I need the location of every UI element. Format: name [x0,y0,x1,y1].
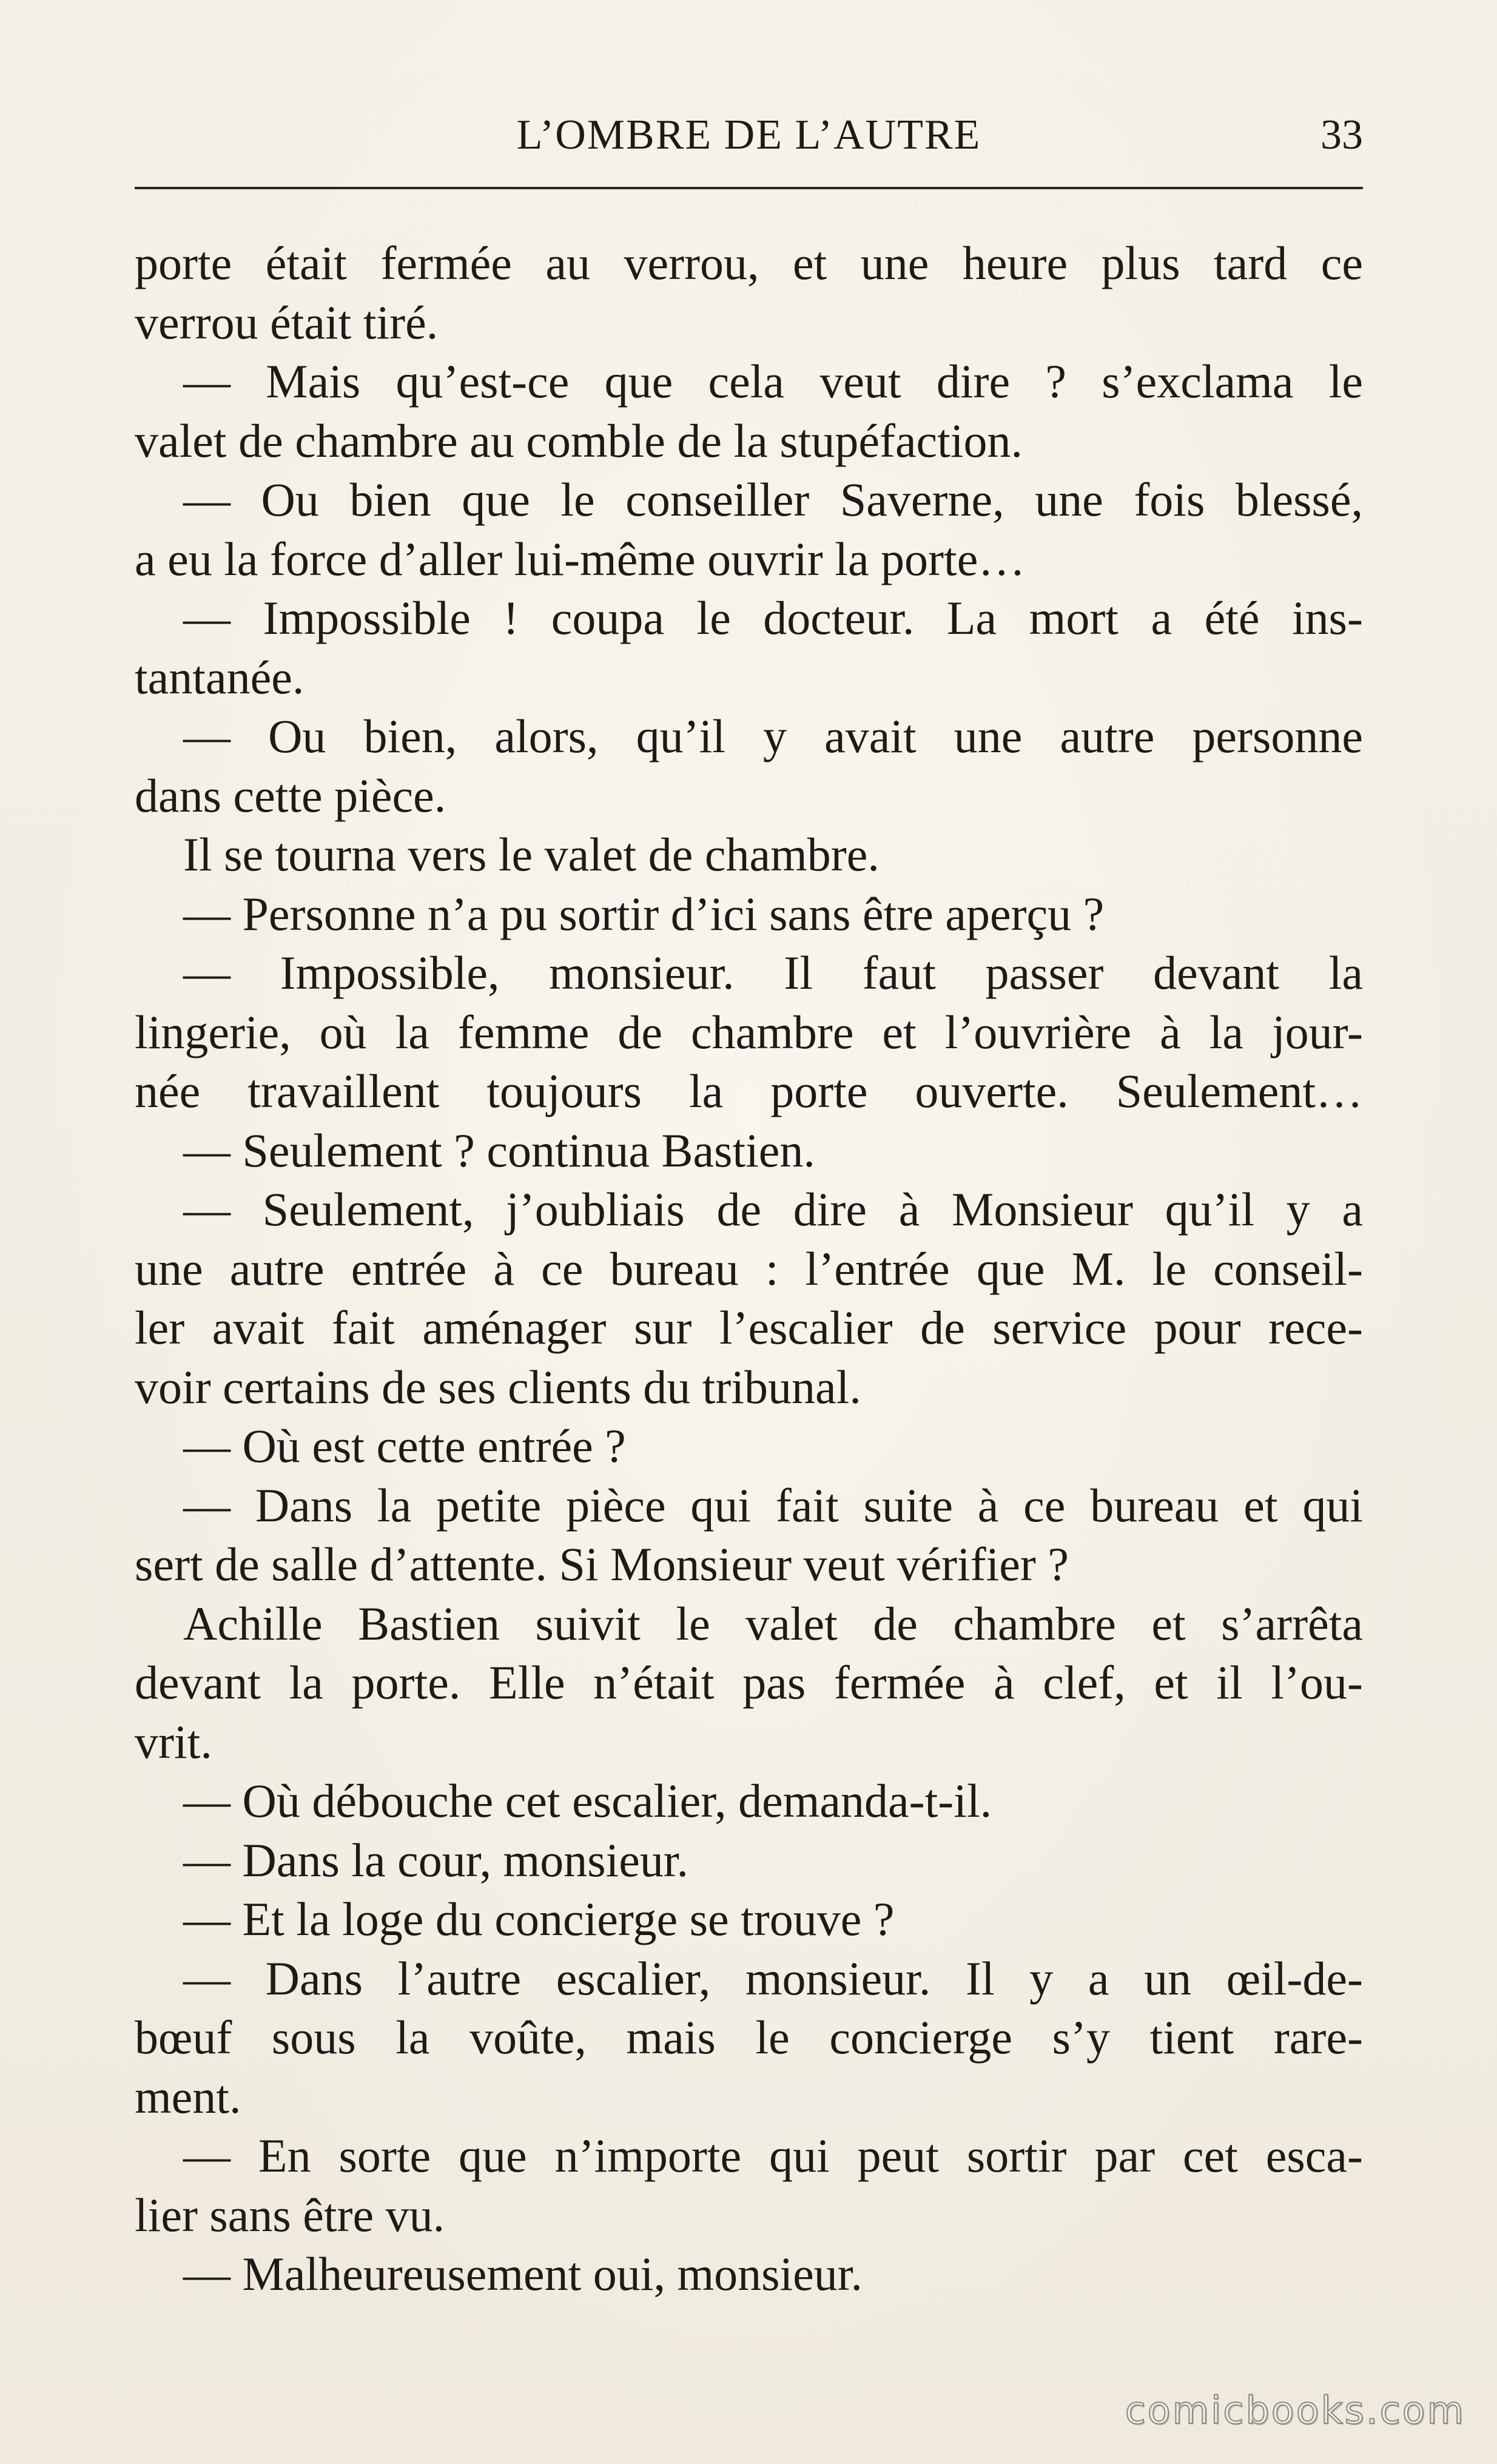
text-line: — Dans la petite pièce qui fait suite à ce bureau et qui [183,1478,1363,1532]
text-line: tantanée. [135,650,304,704]
text-line: — Personne n’a pu sortir d’ici sans être aperçu ? [183,887,1105,940]
body-text [135,234,1363,2304]
text-line: une autre entrée à ce bureau : l’entrée que M. le conseil- [135,1242,1363,1295]
text-line: — Dans l’autre escalier, monsieur. Il y a un œil-de- [183,1951,1363,2005]
header-rule [135,187,1363,189]
text-line: a eu la force d’aller lui-même ouvrir la porte… [135,532,1026,585]
text-line: — Seulement, j’oubliais de dire à Monsieur qu’il y a [183,1183,1363,1236]
page-number: 33 [1320,112,1363,158]
text-line: lingerie, où la femme de chambre et l’ouvrière à la jour- [135,1005,1363,1059]
text-line: ler avait fait aménager sur l’escalier de service pour rece- [135,1301,1363,1354]
text-line: valet de chambre au comble de la stupéfaction. [135,414,1023,467]
text-line: voir certains de ses clients du tribunal. [135,1360,861,1413]
running-head [135,108,1363,163]
text-line: née travaillent toujours la porte ouverte. Seulement… [135,1065,1363,1117]
text-line: Achille Bastien suivit le valet de chambre et s’arrêta [183,1597,1363,1650]
text-line: — En sorte que n’importe qui peut sortir par cet esca- [183,2129,1363,2182]
text-line: — Où est cette entrée ? [183,1419,626,1472]
text-line: dans cette pièce. [135,769,446,822]
text-line: Il se tourna vers le valet de chambre. [183,828,880,881]
text-line: sert de salle d’attente. Si Monsieur veut vérifier ? [135,1538,1069,1590]
text-line: porte était fermée au verrou, et une heure plus tard ce [135,237,1363,289]
text-line: — Ou bien que le conseiller Saverne, une fois blessé, [183,473,1363,526]
text-line: bœuf sous la voûte, mais le concierge s’y tient rare- [135,2011,1363,2064]
text-line: — Dans la cour, monsieur. [183,1833,689,1887]
text-line: — Mais qu’est-ce que cela veut dire ? s’exclama le [183,355,1363,408]
text-line: — Où débouche cet escalier, demanda-t-il. [183,1774,992,1827]
text-line: — Malheureusement oui, monsieur. [183,2247,863,2300]
text-line: — Ou bien, alors, qu’il y avait une autre personne [183,710,1363,762]
text-line: — Seulement ? continua Bastien. [183,1123,815,1177]
text-line: — Impossible, monsieur. Il faut passer devant la [183,946,1363,999]
text-line: ment. [135,2070,241,2123]
watermark-logo: comicbooks.com [1125,2388,1465,2432]
text-line: verrou était tiré. [135,295,439,349]
text-line: — Impossible ! coupa le docteur. La mort a été ins- [183,591,1363,644]
text-line: lier sans être vu. [135,2188,445,2241]
text-line: vrit. [135,1715,212,1768]
text-line: — Et la loge du concierge se trouve ? [183,1893,895,1945]
running-title: L’OMBRE DE L’AUTRE [516,112,981,158]
text-line: devant la porte. Elle n’était pas fermée à clef, et il l’ou- [135,1656,1363,1709]
